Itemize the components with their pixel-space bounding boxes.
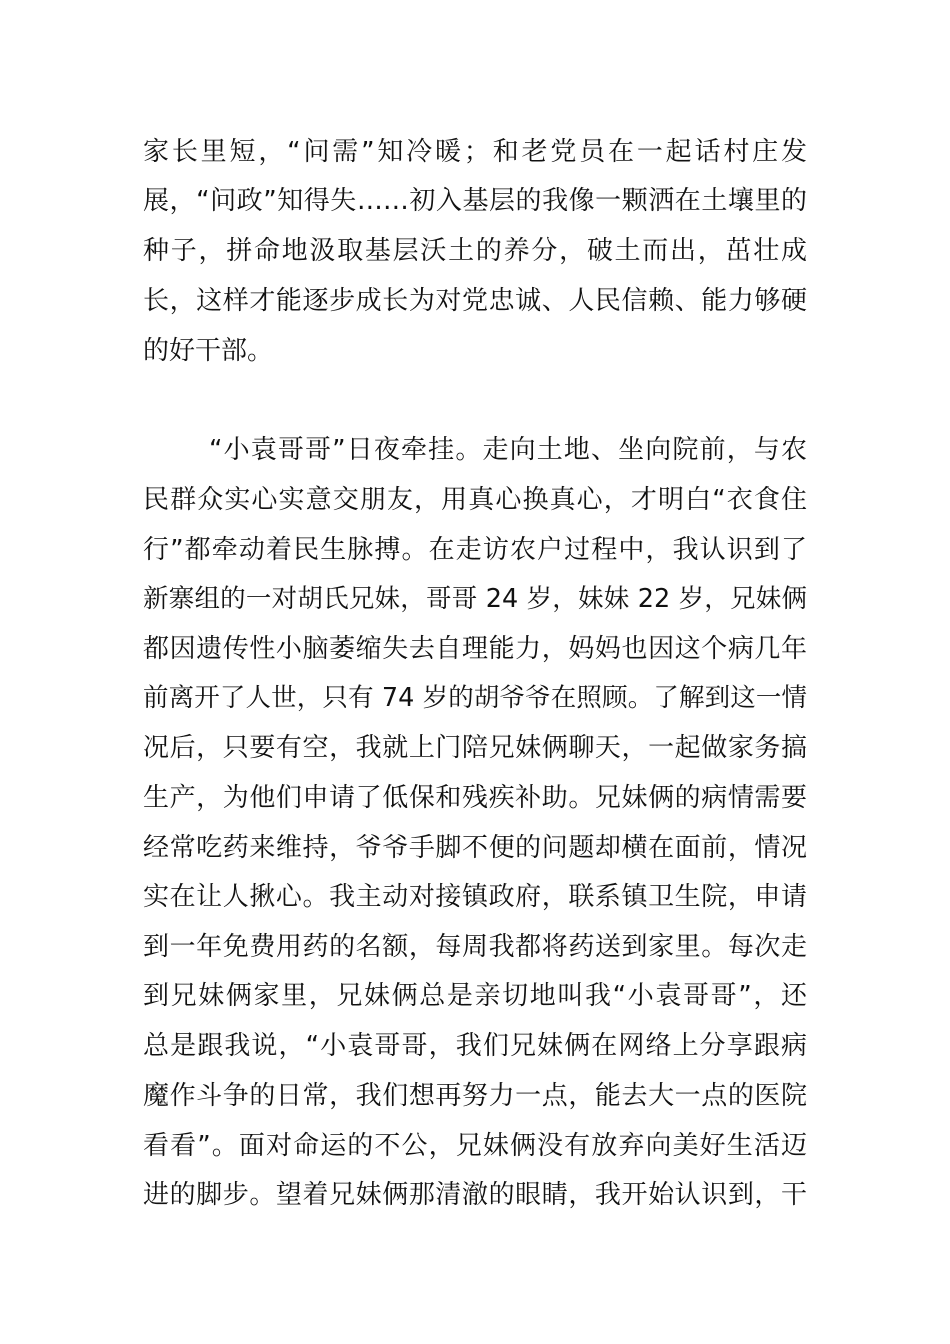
text-line: 到一年免费用药的名额，每周我都将药送到家里。每次走	[143, 932, 807, 962]
text-line: 家长里短，“问需”知冷暖；和老党员在一起话村庄发	[143, 137, 807, 167]
text-line: 生产，为他们申请了低保和残疾补助。兄妹俩的病情需要	[143, 783, 807, 813]
text-line: 魔作斗争的日常，我们想再努力一点，能去大一点的医院	[143, 1081, 807, 1111]
text-line: 新寨组的一对胡氏兄妹，哥哥 24 岁，妹妹 22 岁，兄妹俩	[143, 584, 807, 614]
text-line: 到兄妹俩家里，兄妹俩总是亲切地叫我“小袁哥哥”，还	[143, 981, 807, 1011]
text-line: 民群众实心实意交朋友，用真心换真心，才明白“衣食住	[143, 485, 807, 515]
text-line: 的好干部。	[143, 336, 274, 366]
text-line: 前离开了人世，只有 74 岁的胡爷爷在照顾。了解到这一情	[143, 683, 807, 713]
text-line: 种子，拼命地汲取基层沃土的养分，破土而出，茁壮成	[143, 236, 807, 266]
text-line: 经常吃药来维持，爷爷手脚不便的问题却横在面前，情况	[143, 833, 807, 863]
text-line: 进的脚步。望着兄妹俩那清澈的眼睛，我开始认识到，干	[143, 1180, 807, 1210]
text-line: 实在让人揪心。我主动对接镇政府，联系镇卫生院，申请	[143, 882, 807, 912]
text-line: 总是跟我说，“小袁哥哥，我们兄妹俩在网络上分享跟病	[143, 1031, 807, 1061]
text-line: 展，“问政”知得失……初入基层的我像一颗洒在土壤里的	[143, 186, 807, 216]
text-line: 行”都牵动着民生脉搏。在走访农户过程中，我认识到了	[143, 535, 807, 565]
text-line: 长，这样才能逐步成长为对党忠诚、人民信赖、能力够硬	[143, 286, 807, 316]
text-line: 看看”。面对命运的不公，兄妹俩没有放弃向美好生活迈	[143, 1131, 807, 1161]
text-line: 况后，只要有空，我就上门陪兄妹俩聊天，一起做家务搞	[143, 733, 807, 763]
text-line: “小袁哥哥”日夜牵挂。走向土地、坐向院前，与农	[209, 435, 807, 465]
text-line: 都因遗传性小脑萎缩失去自理能力，妈妈也因这个病几年	[143, 634, 807, 664]
